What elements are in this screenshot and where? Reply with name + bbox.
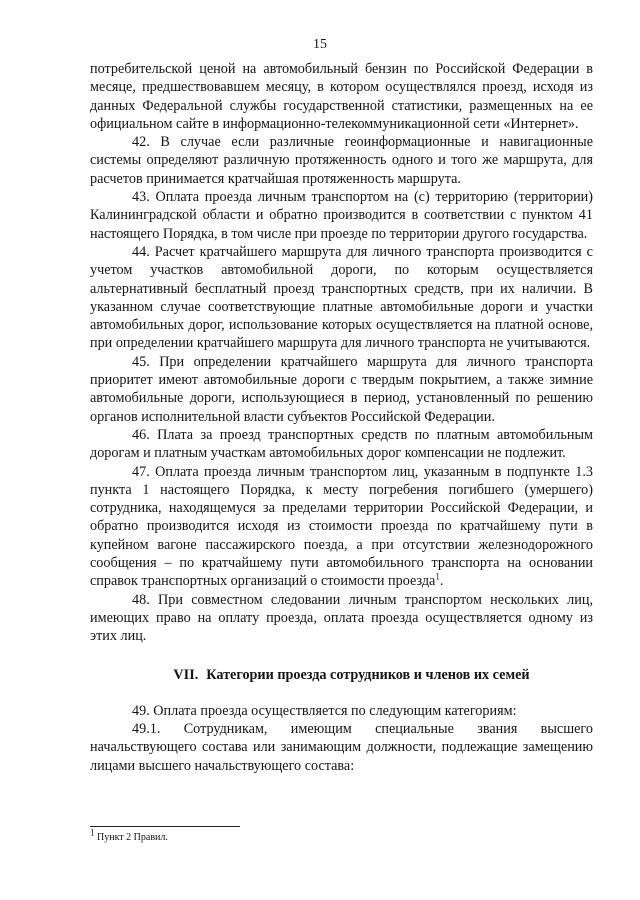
footnote bbox=[90, 827, 168, 843]
paragraph-42: 42. В случае если различные геоинформационные и навигационные системы определяют различную протяженность одного и того же маршрута, для расчетов принимается кратчайшая протяженность маршрута. bbox=[90, 134, 593, 187]
footnote-divider bbox=[90, 826, 240, 827]
paragraph-49-1: 49.1. Сотрудникам, имеющим специальные звания высшего начальствующего состава или занимающим должности, подлежащие замещению лицами высшего начальствующего состава: bbox=[90, 721, 593, 774]
document-body bbox=[90, 60, 593, 775]
paragraph-45: 45. При определении кратчайшего маршрута для личного транспорта приоритет имеют автомобильные дороги с твердым покрытием, а также зимние автомобильные дороги, использующиеся в период, установленный по решению органов исполнительной власти субъектов Российской Федерации. bbox=[90, 353, 593, 425]
footnote-text: Пункт 2 Правил. bbox=[94, 832, 168, 843]
paragraph-44: 44. Расчет кратчайшего маршрута для личного транспорта производится с учетом участков автомобильной дороги, по которым осуществляется альтернативный бесплатный проезд транспортных средств, при их наличии. В указанном случае соответствующие платные автомобильные дороги и участки автомобильных дорог, использование которых осуществляется на платной основе, при определении кратчайшего маршрута для личного транспорта не учитываются. bbox=[90, 243, 593, 352]
paragraph-47-text: 47. Оплата проезда личным транспортом лиц, указанным в подпункте 1.3 пункта 1 настоящего Порядка, к месту погребения погибшего (умершего) сотрудника, находящемуся за пределами территории Российской Федерации, и обратно производится исходя из стоимости проезда по кратчайшему пути в купейном вагоне пассажирского поезда, а при отсутствии железнодорожного сообщения – по кратчайшему пути автомобильного транспорта на основании справок транспортных организаций о стоимости проезда bbox=[90, 463, 593, 590]
paragraph-47-end: . bbox=[439, 573, 444, 590]
paragraph-43: 43. Оплата проезда личным транспортом на (с) территорию (территории) Калининградской области и обратно производится в соответствии с пунктом 41 настоящего Порядка, в том числе при проезде по территории другого государства. bbox=[90, 189, 593, 242]
footnote-marker: 1 bbox=[90, 827, 95, 838]
section-heading bbox=[90, 666, 593, 684]
footnote-reference: 1 bbox=[435, 571, 440, 582]
paragraph-48: 48. При совместном следовании личным транспортом нескольких лиц, имеющих право на оплату проезда, оплата проезда осуществляется одному из этих лиц. bbox=[90, 591, 593, 645]
page-number: 15 bbox=[313, 37, 327, 52]
paragraph-46: 46. Плата за проезд транспортных средств по платным автомобильным дорогам и платным участкам автомобильных дорог компенсации не подлежит. bbox=[90, 426, 593, 462]
paragraph-continuation: потребительской ценой на автомобильный бензин по Российской Федерации в месяце, предшествовавшем месяцу, в котором осуществлялся проезд, исходя из данных Федеральной службы государственной статистики, размещенных на ее официальном сайте в информационно-телекоммуникационной сети «Интернет». bbox=[90, 61, 593, 132]
section-title: Категории проезда сотрудников и членов их семей bbox=[206, 666, 530, 683]
section-number: VII. bbox=[173, 666, 199, 683]
paragraph-47 bbox=[90, 463, 593, 591]
paragraph-49: 49. Оплата проезда осуществляется по следующим категориям: bbox=[132, 702, 517, 719]
